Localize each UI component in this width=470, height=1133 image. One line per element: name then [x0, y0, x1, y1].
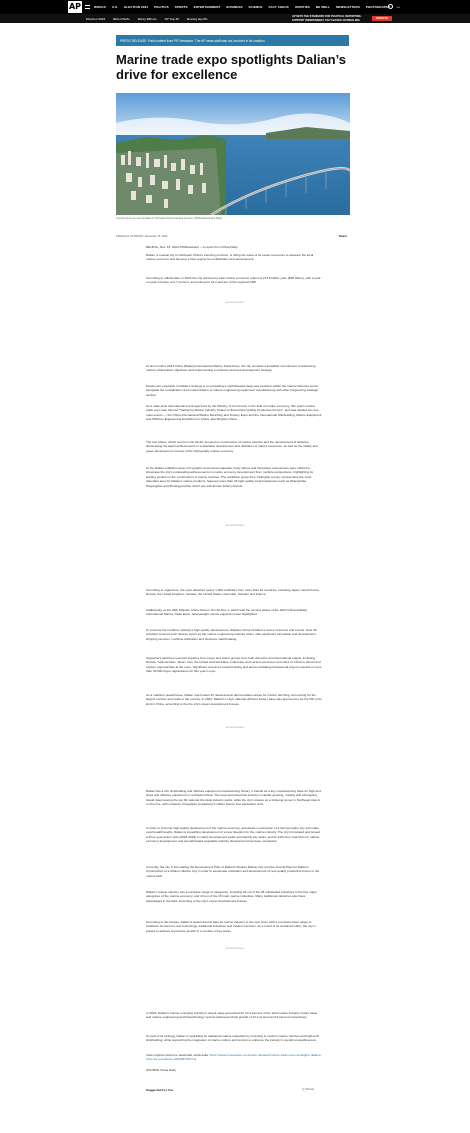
trending-ap-top-25[interactable]: AP Top 25: [164, 16, 179, 21]
paragraph-19: In 2023, Dalian's marine emerging industry's output value accounted for 10.4 percent of the total marine industry output value, and marine engineering and biotechnology sectors achieved robust growth of 12.4 percent and 9 percent respectively.: [146, 1011, 319, 1020]
view-original-label: View original content to download multimedia:: [146, 1053, 209, 1057]
trending-bills-chiefs[interactable]: Bills-Chiefs: [113, 16, 130, 21]
suggested-heading: Suggested For You: [146, 1088, 174, 1092]
ad-label: ADVERTISEMENT: [225, 948, 245, 950]
paragraph-17: Dalian's marine industry has a complete range of categories, including 26 out of the 28 subdivided industries in the five major categories of the marine economy, and 13 out of the 15 main marine industries. Many traditional industries also have advantages in the field, according to the city's ocean development bureau.: [146, 890, 317, 903]
paragraph-11: To promote the maritime industry's high-quality development, Shipdex China included a series of forums and events. Over 20 activities covered such diverse topics as the marine engineering industry chain, ship equipment innovation and development, shipping services, maritime arbitration and business matchmaking.: [146, 628, 317, 641]
press-release-banner: [116, 35, 349, 46]
nav-item-entertainment[interactable]: ENTERTAINMENT: [193, 5, 221, 9]
donate-button[interactable]: DONATE: [372, 16, 392, 21]
hero-image: [116, 93, 350, 215]
trending-election[interactable]: Election 2024: [86, 16, 106, 21]
top-nav: [0, 0, 470, 14]
paragraph-8: At the Dalian exhibition area, rich graphic and textual materials, lively videos and interactive experiences were utilized to showcase the city's outstanding achievements in marine economy development from multiple perspectives, highlighting its leading position in the construction of marine ranches. The exhibition group from Changhai county, representing the most abundant area for Dalian's marine products, featured more than 23 high-quality local businesses such as Zhangzidao, Haiyangdao and Zhuangyuanhai, which are well-known fishery brands.: [146, 466, 314, 488]
nav-item-more[interactable]: •••: [396, 5, 400, 9]
paragraph-3: According to official data, in 2023 the city achieved a total marine economic output of 273.8 billion yuan ($38 billion), with a year-on-year increase of 6.7 percent, accounting for 31.2 percent of the regional GDP.: [146, 276, 322, 285]
nav-items: [94, 0, 400, 14]
ap-logo[interactable]: AP: [68, 2, 82, 11]
paragraph-15: In order to promote high-quality development of the marine economy, accelerate construction of a strong marine city and make new breakthroughs, Dalian is expediting development of a new blueprint for the marine industry. The city formulated and issued a three-year action plan (2023-2025) to clarify development goals and identify key tasks, and its 14th Five-Year Plan for marine economy development and pre-fabricated vegetable industry development has been completed.: [146, 826, 320, 844]
search-icon[interactable]: [388, 4, 393, 9]
hero-photo: [116, 93, 350, 215]
trending-items: [86, 14, 208, 23]
paragraph-21: [146, 1053, 322, 1062]
paragraph-16: Currently, the city is formulating the Development Plan of Dalian's Modern Marine City and the Overall Plan for Dalian's Construction of a Modern Marine City in order to accelerate cultivation and development of new-quality productive forces in the marine field.: [146, 865, 320, 878]
nav-item-sports[interactable]: SPORTS: [174, 5, 188, 9]
nav-item-science[interactable]: SCIENCE: [248, 5, 263, 9]
ad-label: ADVERTISEMENT: [225, 302, 245, 304]
nav-item-world[interactable]: WORLD: [94, 5, 106, 9]
paragraph-9: According to organizers, the expo attracted nearly 1,000 exhibitors from more than 16 countries, including Japan, South Korea, Russia, the United Kingdom, Norway, the United States, Denmark, Sweden and France.: [146, 588, 320, 597]
source-link[interactable]: https://www.prnewswire.com/news-releases/marine-trade-expo-spotlights-dalians-drive-for-excellence-302308730.html: [146, 1053, 322, 1062]
paragraph-13: As a maritime powerhouse, Dalian now boasts 32 national-level demonstration areas for marine ranching, accounting for the largest number and scale in the country. In 2023, Dalian's Lvsiyu national offshore fishery base was approved to be the fifth of its kind in China, according to the the city's ocean development bureau.: [146, 693, 322, 706]
page-title: Marine trade expo spotlights Dalian’s drive for excellence: [116, 52, 346, 82]
source-line: SOURCE China Daily: [146, 1068, 176, 1072]
trending-betsy-wilson[interactable]: Betsy Wilson: [137, 16, 157, 21]
share-button[interactable]: Share: [338, 234, 347, 238]
image-caption: A scenic bird's-eye view of Dalian in Northeast China's Liaoning province. (PRNewsfoto/China Daily): [116, 217, 223, 220]
nav-item-election[interactable]: ELECTION 2024: [124, 5, 149, 9]
banner-text: PRESS RELEASE: Paid content from PR Newswire. The AP news staff was not involved in its creation.: [120, 38, 266, 43]
paragraph-2: Dalian, a coastal city in Northeast China's Liaoning province, is riding the wave of its ocean resources to advance the local marine economy and become a blue engine for revitalization and development.: [146, 253, 314, 262]
nav-item-be-well[interactable]: BE WELL: [315, 5, 331, 9]
paragraph-7: The first phase, which ran from Oct 24-26, focused on construction of marine ranches and the development of fisheries, showcasing the latest achievements in sustainable development and utilization of marine resources, as well as the vitality and green development concept of the high-quality marine economy.: [146, 440, 318, 453]
taboola-label[interactable]: by Taboola: [302, 1088, 315, 1091]
hamburger-menu-icon[interactable]: [85, 5, 90, 9]
paragraph-14: Dalian has a rich shipbuilding and offshore equipment manufacturing history. It stands as a key manufacturing base for high-end ships and offshore equipment in northeast China. The local petrochemical industry is rapidly growing, notably with Changxing Island listed among the top 30 national chemical industry parks, while the city's stature as a shipping center in Northeast Asia is on the rise, with container throughput surpassing 5 million twenty-foot equivalent units.: [146, 789, 321, 807]
nav-item-newsletters[interactable]: NEWSLETTERS: [336, 5, 360, 9]
nav-item-politics[interactable]: POLITICS: [154, 5, 169, 9]
paragraph-10: Additionally, at the 26th Shipdex China held on Oct 30-Nov 1, which was the second phase of the 2024 China (Dalian) International Marine Trade Expo, heavyweight marine equipment was highlighted.: [146, 608, 308, 617]
ad-label: ADVERTISEMENT: [225, 525, 245, 527]
paragraph-1: BEIJING, Nov. 15, 2024 /PRNewswire/ -- A report from China Daily:: [146, 245, 239, 249]
paragraph-4: At last month's 2024 China (Dalian) International Marine Trade Expo, the city unveiled a steadfast commitment to advancing marine urbanization objectives and implementing a cohesive land-sea development strategy.: [146, 364, 316, 373]
paragraph-5: Paramount emphasis in Dalian's strategy is on propelling a sophisticated deep-sea evolution within the marine fisheries sector, alongside the revitalization and modernization of marine engineering equipment manufacturing and other burgeoning strategic sectors.: [146, 384, 319, 397]
nav-item-fact-check[interactable]: FACT CHECK: [268, 5, 289, 9]
ad-label: ADVERTISEMENT: [225, 727, 245, 729]
paragraph-12: Organizers said they received inquiries from buyer and visitor groups from both domestic and international origins, including Russia, Turkmenistan, Spain, Iran, the United Arab Emirates, Indonesia, and various provinces and cities in China to attend and explore opportunities at the expo. Significant resources toward inviting and accommodating professional buyers resulted in more than 30,000 buyer registrations for this year's expo.: [146, 656, 322, 674]
article-meta: [116, 234, 350, 240]
nav-item-oddities[interactable]: ODDITIES: [294, 5, 310, 9]
published-date: Published 1:30 PM EST, November 15, 2024: [116, 235, 168, 238]
trending-boeing[interactable]: Boeing layoffs: [186, 16, 208, 21]
paragraph-6: As a state-level international event approved by the Ministry of Commerce in the field of marine economy, this year's marine trade expo was themed "Gathering Marine Industry Chains to Boost New Quality Productive Forces", and was divided into two main events — the China International Marine Ranching and Fishery Expo and the International Shipbuilding, Marine Equipment and Offshore Engineering Exhibition for China, aka Shipdex China.: [146, 404, 322, 422]
paragraph-18: According to the bureau, Dalian is determined to take its marine industry to the next level, with a comprehensive range of initiatives focused on new technology, traditional industries and modern services. As a result of its sustained effort, the city is poised to achieve impressive growth in a number of key areas.: [146, 920, 316, 933]
nav-item-business[interactable]: BUSINESS: [226, 5, 243, 9]
paragraph-20: As part of its strategy, Dalian is upgrading its traditional marine industries by investing in modern marine ranches and high-tech shipbuilding, while supporting the integration of marine culture and tourism to enhance the industry's overall competitiveness.: [146, 1034, 320, 1043]
nav-item-photography[interactable]: PHOTOGRAPHY: [365, 5, 391, 9]
nav-item-us[interactable]: U.S.: [111, 5, 119, 9]
support-promo: AP SETS THE STANDARD FOR POLITICAL REPORTING. SUPPORT INDEPENDENT, FACT-BASED JOURNALISM.: [292, 15, 362, 22]
sub-nav: [0, 14, 470, 23]
